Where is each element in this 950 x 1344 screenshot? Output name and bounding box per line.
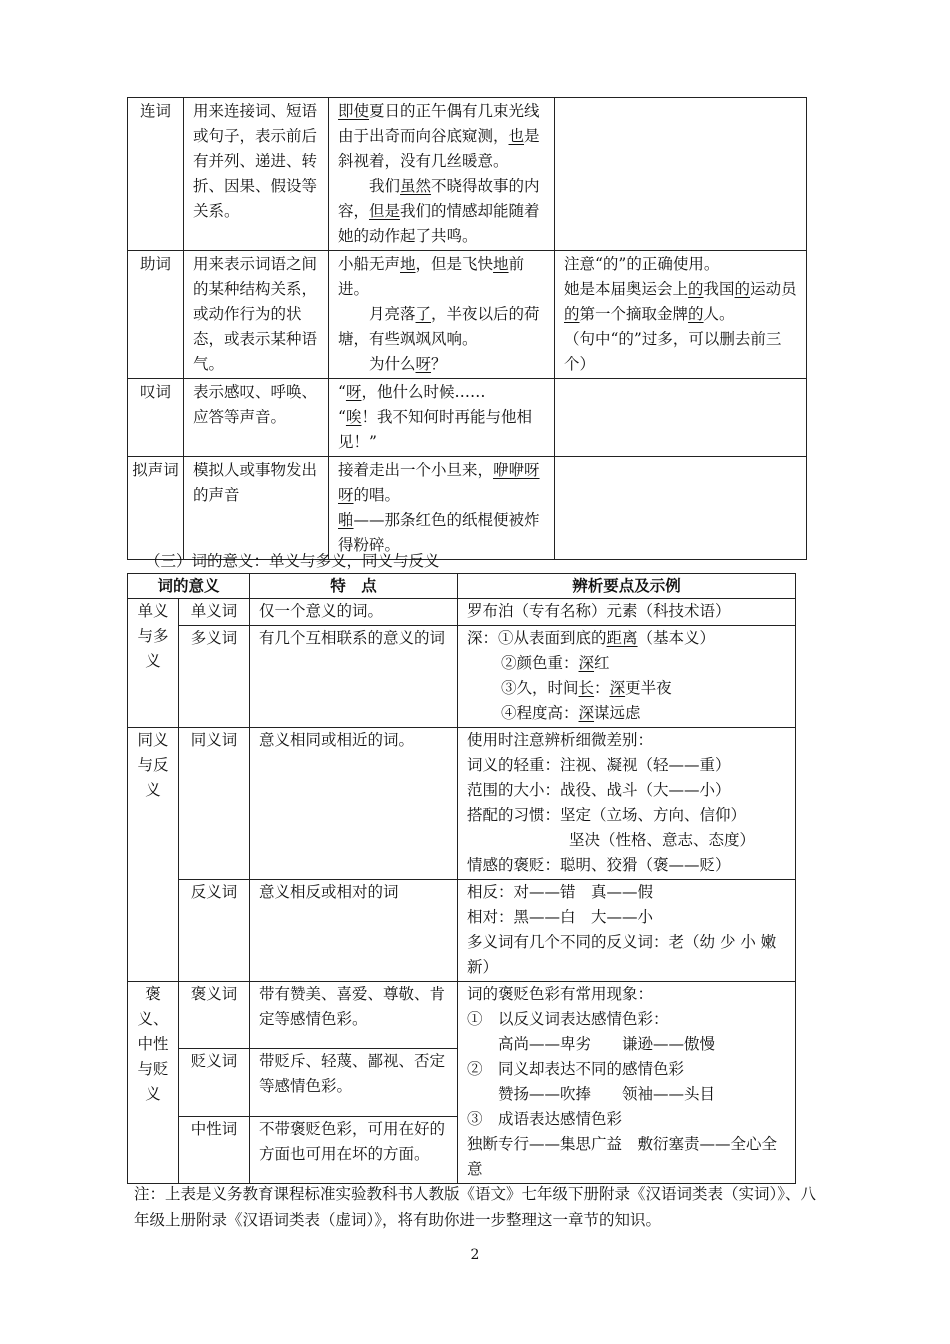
- text-segment: ③久，时间: [501, 679, 579, 697]
- feature-cell: 带贬斥、轻蔑、鄙视、否定等感情色彩。: [250, 1049, 458, 1116]
- word-meaning-table: [127, 573, 796, 1184]
- table-row: [128, 457, 807, 560]
- text-line: [467, 905, 786, 930]
- text-segment: 范围的大小：战役、战斗（大——小）: [467, 781, 731, 799]
- definition-cell: 表示感叹、呼唤、应答等声音。: [184, 379, 329, 457]
- table-row: [128, 379, 807, 457]
- example-cell: [458, 626, 796, 728]
- definition-cell: 模拟人或事物发出的声音: [184, 457, 329, 560]
- text-line: [564, 327, 797, 377]
- underlined-word: 距离: [606, 629, 638, 647]
- table-row: [128, 626, 796, 728]
- note-cell: [555, 98, 807, 251]
- text-segment: 注意“的”的正确使用。: [564, 255, 720, 273]
- text-line: [338, 458, 545, 508]
- subcategory-cell: 中性词: [179, 1116, 250, 1183]
- text-line: [338, 352, 545, 377]
- word-class-cell: 拟声词: [128, 457, 184, 560]
- text-line: [564, 277, 797, 327]
- text-line: [467, 728, 786, 753]
- text-segment: 第一个摘取金牌: [579, 305, 689, 323]
- text-line: [467, 853, 786, 878]
- header-feature: 特 点: [250, 574, 458, 599]
- text-segment: ，他什么时候……: [361, 383, 486, 401]
- definition-cell: 用来连接词、短语或句子，表示前后有并列、递进、转折、因果、假设等关系。: [184, 98, 329, 251]
- text-segment: 搭配的习惯：坚定（立场、方向、信仰）: [467, 806, 747, 824]
- subcategory-cell: 同义词: [179, 728, 250, 880]
- example-cell: [329, 457, 555, 560]
- text-segment: 为什么: [338, 355, 416, 373]
- text-segment: 更半夜: [625, 679, 672, 697]
- text-segment: 相对：黑——白 大——小: [467, 908, 654, 926]
- text-segment: ：: [594, 679, 610, 697]
- text-segment: 深：①从表面到底的: [467, 629, 607, 647]
- text-segment: 谋远虑: [594, 704, 641, 722]
- footnote: 注：上表是义务教育课程标准实验教科书人教版《语文》七年级下册附录《汉语词类表（实词）》、八年级上册附录《汉语词类表（虚词）》，将有助你进一步整理这一章节的知识。: [134, 1185, 817, 1229]
- underlined-word: 长: [578, 679, 595, 697]
- text-line: [467, 676, 786, 701]
- text-line: 独断专行——集思广益 敷衍塞责——全心全意: [467, 1135, 778, 1178]
- text-segment: ，半夜以后的荷塘，有些飒飒风响。: [338, 305, 540, 348]
- underlined-word: 也: [508, 127, 525, 145]
- feature-cell: 仅一个意义的词。: [250, 599, 458, 626]
- text-segment: 人。: [703, 305, 735, 323]
- text-line: [338, 99, 545, 174]
- text-line: [338, 252, 545, 302]
- underlined-word: 的: [688, 305, 704, 323]
- text-segment: 相反：对——错 真——假: [467, 883, 654, 901]
- text-line: [467, 880, 786, 905]
- text-segment: ④程度高：: [501, 704, 579, 722]
- text-line: [467, 651, 786, 676]
- subcategory-cell: 反义词: [179, 880, 250, 982]
- underlined-word: 虽然: [400, 177, 432, 195]
- underlined-word: 咿咿呀呀: [338, 461, 540, 504]
- word-class-cell: 叹词: [128, 379, 184, 457]
- text-segment: （句中“的”过多，可以删去前三个）: [564, 330, 782, 373]
- header-meaning: 词的意义: [128, 574, 250, 599]
- word-class-table: [127, 97, 807, 560]
- text-line: [338, 302, 545, 352]
- example-cell: [458, 982, 796, 1184]
- text-line: ③ 成语表达感情色彩: [467, 1110, 623, 1128]
- text-line: 词的褒贬色彩有常用现象：: [467, 985, 654, 1003]
- text-segment: ！我不知何时再能与他相见！”: [338, 408, 532, 451]
- header-row: [128, 574, 796, 599]
- table-row: [128, 251, 807, 379]
- text-line: [467, 803, 786, 828]
- feature-cell: 带有赞美、喜爱、尊敬、肯定等感情色彩。: [250, 982, 458, 1049]
- text-segment: 是斜视着，没有几丝暖意。: [338, 127, 540, 170]
- underlined-word: 的: [564, 305, 580, 323]
- example-cell: [458, 880, 796, 982]
- category-cell: 褒义、中性与贬义: [128, 982, 179, 1184]
- text-segment: 词义的轻重：注视、凝视（轻——重）: [467, 756, 731, 774]
- text-line: ② 同义却表达不同的感情色彩: [467, 1060, 685, 1078]
- underlined-word: 深: [609, 679, 626, 697]
- text-line: ① 以反义词表达感情色彩：: [467, 1010, 669, 1028]
- subcategory-cell: 单义词: [179, 599, 250, 626]
- text-line: [467, 753, 786, 778]
- text-segment: 情感的褒贬：聪明、狡猾（褒——贬）: [467, 856, 731, 874]
- header-analysis: 辨析要点及示例: [458, 574, 796, 599]
- feature-cell: 意义相反或相对的词: [250, 880, 458, 982]
- text-segment: 多义词有几个不同的反义词：老（幼 少 小 嫩 新）: [467, 933, 777, 976]
- example-cell: [329, 98, 555, 251]
- underlined-word: 但是: [369, 202, 401, 220]
- text-line: [467, 701, 786, 726]
- underlined-word: 的: [734, 280, 751, 298]
- category-cell: 单义与多义: [128, 599, 179, 728]
- text-line: [338, 405, 545, 455]
- text-segment: 小船无声: [338, 255, 401, 273]
- text-line: 赞扬——吹捧 领袖——头目: [498, 1085, 716, 1103]
- text-segment: 红: [594, 654, 610, 672]
- underlined-word: 唉: [345, 408, 362, 426]
- note-cell: [555, 379, 807, 457]
- text-segment: ——那条红色的纸棍便被炸得粉碎。: [338, 511, 540, 554]
- table-row: [128, 599, 796, 626]
- text-segment: （基本义）: [637, 629, 716, 647]
- example-cell: [329, 379, 555, 457]
- word-class-cell: 连词: [128, 98, 184, 251]
- page-number: 2: [470, 1247, 480, 1263]
- text-segment: 不晓得故事的内容，: [338, 177, 540, 220]
- text-segment: 我国: [703, 280, 735, 298]
- underlined-word: 即使: [338, 102, 370, 120]
- table-row: [128, 98, 807, 251]
- text-line: 高尚——卑劣 谦逊——傲慢: [498, 1035, 716, 1053]
- text-line: [338, 380, 545, 405]
- text-line: [564, 252, 797, 277]
- example-cell: [458, 599, 796, 626]
- subcategory-cell: 多义词: [179, 626, 250, 728]
- subcategory-cell: 褒义词: [179, 982, 250, 1049]
- text-line: [467, 626, 786, 651]
- text-line: [467, 930, 786, 980]
- text-line: [467, 599, 786, 624]
- text-segment: “: [338, 408, 346, 426]
- text-segment: 的唱。: [353, 486, 401, 504]
- table-row: [128, 880, 796, 982]
- text-segment: ②颜色重：: [501, 654, 579, 672]
- text-segment: “: [338, 383, 346, 401]
- underlined-word: 地: [400, 255, 416, 273]
- table-row: [128, 728, 796, 880]
- text-segment: 我们: [338, 177, 401, 195]
- text-segment: 运动员: [750, 280, 797, 298]
- underlined-word: 深: [578, 654, 595, 672]
- underlined-word: 深: [578, 704, 595, 722]
- definition-cell: 用来表示词语之间的某种结构关系，或动作行为的状态，或表示某种语气。: [184, 251, 329, 379]
- underlined-word: 的: [688, 280, 704, 298]
- underlined-word: 啪: [338, 511, 354, 529]
- note-cell: [555, 251, 807, 379]
- text-segment: 前进。: [338, 255, 525, 298]
- underlined-word: 呀: [415, 355, 432, 373]
- text-line: [467, 778, 786, 803]
- feature-cell: 意义相同或相近的词。: [250, 728, 458, 880]
- section-caption: （三）词的意义：单义与多义，同义与反义: [145, 552, 440, 570]
- text-line: [467, 828, 786, 853]
- text-segment: 接着走出一个小旦来，: [338, 461, 494, 479]
- text-segment: 使用时注意辨析细微差别：: [467, 731, 654, 749]
- example-cell: [458, 728, 796, 880]
- text-segment: 夏日的正午偶有几束光线由于出奇而向谷底窥测，: [338, 102, 540, 145]
- underlined-word: 了: [415, 305, 432, 323]
- text-line: [338, 174, 545, 249]
- category-cell: 同义与反义: [128, 728, 179, 982]
- feature-cell: 不带褒贬色彩，可用在好的方面也可用在坏的方面。: [250, 1116, 458, 1183]
- text-segment: 罗布泊（专有名称）元素（科技术语）: [467, 602, 731, 620]
- subcategory-cell: 贬义词: [179, 1049, 250, 1116]
- note-cell: [555, 457, 807, 560]
- underlined-word: 呀: [345, 383, 362, 401]
- word-class-cell: 助词: [128, 251, 184, 379]
- text-segment: 坚决（性格、意志、态度）: [569, 831, 756, 849]
- underlined-word: 地: [493, 255, 509, 273]
- text-segment: 月亮落: [338, 305, 416, 323]
- example-cell: [329, 251, 555, 379]
- text-segment: ，但是飞快: [415, 255, 494, 273]
- text-segment: 我们的情感却能随着她的动作起了共鸣。: [338, 202, 540, 245]
- feature-cell: 有几个互相联系的意义的词: [250, 626, 458, 728]
- text-segment: 她是本届奥运会上: [564, 280, 689, 298]
- text-segment: ？: [431, 355, 447, 373]
- table-row: [128, 982, 796, 1049]
